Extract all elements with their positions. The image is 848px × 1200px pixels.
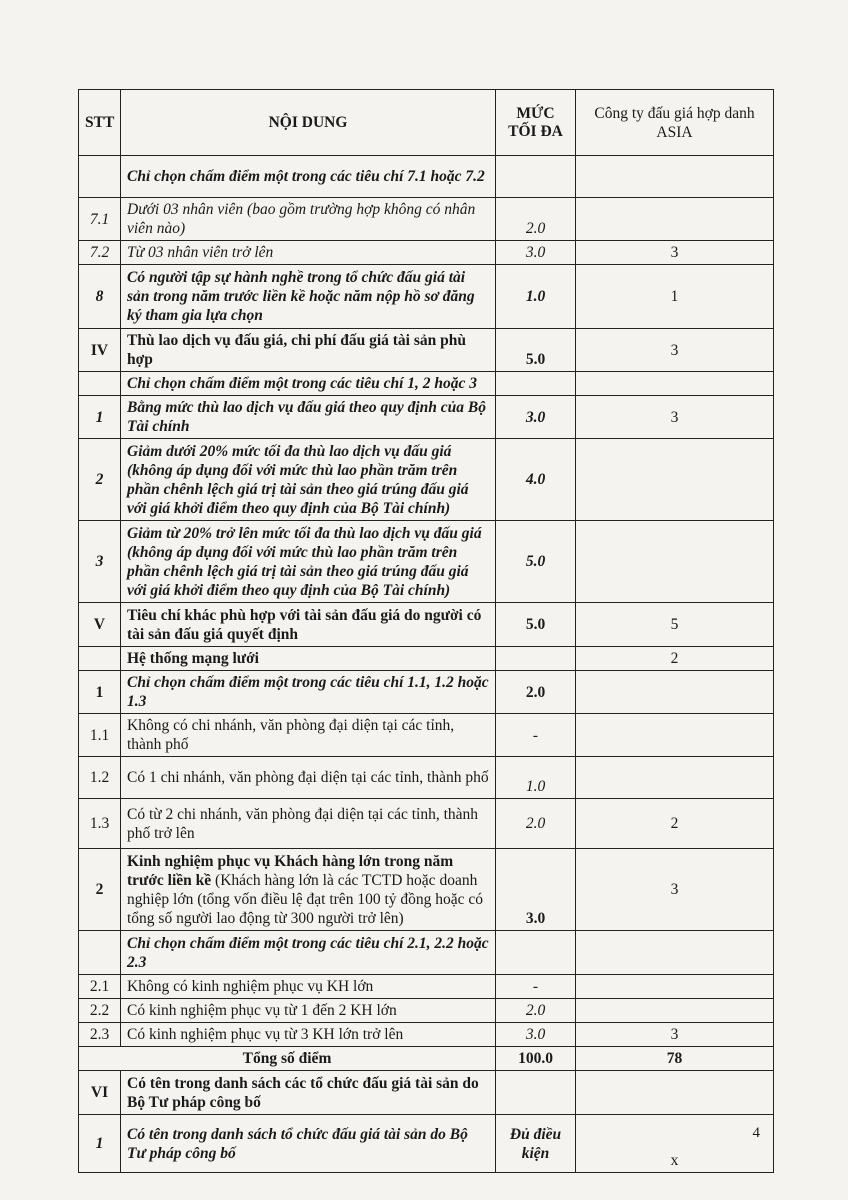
row-max: 2.0 [496, 198, 576, 241]
total-max: 100.0 [496, 1047, 576, 1071]
row-score [576, 372, 774, 396]
row-content: Dưới 03 nhân viên (bao gồm trường hợp không có nhân viên nào) [121, 198, 496, 241]
row-score: 5 [576, 603, 774, 647]
table-row [79, 931, 774, 975]
row-content: Có 1 chi nhánh, văn phòng đại diện tại các tỉnh, thành phố [121, 757, 496, 799]
row-content: Không có chi nhánh, văn phòng đại diện tại các tỉnh, thành phố [121, 714, 496, 757]
row-content: Có từ 2 chi nhánh, văn phòng đại diện tại các tỉnh, thành phố trở lên [121, 799, 496, 849]
table-row [79, 198, 774, 241]
row-stt: 2.3 [79, 1023, 121, 1047]
row-max [496, 647, 576, 671]
row-content [121, 849, 496, 931]
row-max: 3.0 [496, 1023, 576, 1047]
row-stt [79, 647, 121, 671]
row-content: Giảm dưới 20% mức tối đa thù lao dịch vụ đấu giá (không áp dụng đối với mức thù lao phần trăm trên phần chênh lệch giá trị tài sản theo giá trúng đấu giá với giá khởi điểm theo quy định của Bộ Tài chính) [121, 439, 496, 521]
table-row [79, 647, 774, 671]
row-content-rest: (Khách hàng lớn là các TCTD hoặc doanh nghiệp lớn (tổng vốn điều lệ đạt trên 100 tỷ đồng hoặc có tổng số người lao động từ 300 người trở lên) [127, 871, 484, 927]
row-max [496, 156, 576, 198]
table-row [79, 521, 774, 603]
row-content: Chỉ chọn chấm điểm một trong các tiêu chí 2.1, 2.2 hoặc 2.3 [121, 931, 496, 975]
row-score: 3 [576, 241, 774, 265]
row-stt: 2.2 [79, 999, 121, 1023]
row-max: 1.0 [496, 757, 576, 799]
table-row [79, 999, 774, 1023]
row-score: 3 [576, 1023, 774, 1047]
row-max: 5.0 [496, 329, 576, 372]
table-row [79, 156, 774, 198]
row-stt: V [79, 603, 121, 647]
table-row [79, 975, 774, 999]
row-max: - [496, 975, 576, 999]
total-row [79, 1047, 774, 1071]
row-max: 2.0 [496, 999, 576, 1023]
row-max: 1.0 [496, 265, 576, 329]
row-max: 5.0 [496, 521, 576, 603]
table-row [79, 372, 774, 396]
header-max-line2: TỐI ĐA [508, 122, 563, 140]
row-max: 4.0 [496, 439, 576, 521]
total-label: Tổng số điểm [79, 1047, 496, 1071]
row-score [576, 757, 774, 799]
row-stt: 1 [79, 671, 121, 714]
row-stt [79, 931, 121, 975]
row-content: Có người tập sự hành nghề trong tổ chức đấu giá tài sản trong năm trước liền kề hoặc năm nộp hồ sơ đăng ký tham gia lựa chọn [121, 265, 496, 329]
row-stt: 1.1 [79, 714, 121, 757]
row-score [576, 975, 774, 999]
row-max: 2.0 [496, 671, 576, 714]
row-stt: 2 [79, 439, 121, 521]
row-stt: 3 [79, 521, 121, 603]
row-stt: 2 [79, 849, 121, 931]
row-max: 3.0 [496, 849, 576, 931]
row-content: Tiêu chí khác phù hợp với tài sản đấu giá do người có tài sản đấu giá quyết định [121, 603, 496, 647]
row-stt: 1.3 [79, 799, 121, 849]
row-content: Có tên trong danh sách các tổ chức đấu giá tài sản do Bộ Tư pháp công bố [121, 1071, 496, 1115]
row-content-bold: Kinh nghiệm phục vụ Khách hàng lớn trong năm trước liền kề [127, 852, 454, 889]
row-score: 2 [576, 799, 774, 849]
row-content: Giảm từ 20% trở lên mức tối đa thù lao dịch vụ đấu giá (không áp dụng đối với mức thù lao phần trăm trên phần chênh lệch giá trị tài sản theo giá trúng đấu giá với giá khởi điểm theo quy định của Bộ Tài chính) [121, 521, 496, 603]
table-row [79, 849, 774, 931]
table-row [79, 1023, 774, 1047]
row-content: Chỉ chọn chấm điểm một trong các tiêu chí 1, 2 hoặc 3 [121, 372, 496, 396]
row-score [576, 931, 774, 975]
row-content: Hệ thống mạng lưới [121, 647, 496, 671]
row-stt: 1 [79, 1115, 121, 1173]
row-score [576, 156, 774, 198]
row-score [576, 198, 774, 241]
row-max: - [496, 714, 576, 757]
row-content: Không có kinh nghiệm phục vụ KH lớn [121, 975, 496, 999]
row-content: Chỉ chọn chấm điểm một trong các tiêu chí 7.1 hoặc 7.2 [121, 156, 496, 198]
row-stt [79, 372, 121, 396]
row-stt: IV [79, 329, 121, 372]
page-number: 4 [752, 1125, 760, 1141]
row-score [576, 714, 774, 757]
row-content: Có kinh nghiệm phục vụ từ 1 đến 2 KH lớn [121, 999, 496, 1023]
row-score: 3 [576, 396, 774, 439]
table-row [79, 714, 774, 757]
row-score: 1 [576, 265, 774, 329]
header-company-line2: ASIA [656, 123, 693, 141]
row-stt [79, 156, 121, 198]
row-content: Chỉ chọn chấm điểm một trong các tiêu chí 1.1, 1.2 hoặc 1.3 [121, 671, 496, 714]
row-max [496, 931, 576, 975]
table-row [79, 241, 774, 265]
header-stt: STT [79, 90, 121, 156]
row-max: 3.0 [496, 241, 576, 265]
row-stt: VI [79, 1071, 121, 1115]
row-score [576, 1071, 774, 1115]
header-max-line1: MỨC [516, 104, 555, 122]
row-max: 5.0 [496, 603, 576, 647]
row-max [496, 1071, 576, 1115]
row-content: Có kinh nghiệm phục vụ từ 3 KH lớn trở lên [121, 1023, 496, 1047]
row-stt: 7.2 [79, 241, 121, 265]
table-row [79, 396, 774, 439]
row-max: 2.0 [496, 799, 576, 849]
header-content: NỘI DUNG [121, 90, 496, 156]
row-stt: 7.1 [79, 198, 121, 241]
total-score: 78 [576, 1047, 774, 1071]
row-stt: 8 [79, 265, 121, 329]
row-content: Có tên trong danh sách tổ chức đấu giá tài sản do Bộ Tư pháp công bố [121, 1115, 496, 1173]
row-score: 3 [576, 329, 774, 372]
row-score [576, 999, 774, 1023]
table-row [79, 329, 774, 372]
row-stt: 1 [79, 396, 121, 439]
row-stt: 1.2 [79, 757, 121, 799]
row-max: Đủ điều kiện [496, 1115, 576, 1173]
scoring-table [78, 89, 774, 1173]
table-row [79, 671, 774, 714]
row-score [576, 439, 774, 521]
row-content: Bằng mức thù lao dịch vụ đấu giá theo quy định của Bộ Tài chính [121, 396, 496, 439]
row-content: Thù lao dịch vụ đấu giá, chi phí đấu giá tài sản phù hợp [121, 329, 496, 372]
table-row [79, 1115, 774, 1173]
table-row [79, 603, 774, 647]
table-header-row [79, 90, 774, 156]
row-content: Từ 03 nhân viên trở lên [121, 241, 496, 265]
row-max: 3.0 [496, 396, 576, 439]
row-score: x [576, 1115, 774, 1173]
header-max [496, 90, 576, 156]
row-stt: 2.1 [79, 975, 121, 999]
row-score [576, 521, 774, 603]
table-row [79, 439, 774, 521]
table-row [79, 799, 774, 849]
row-score [576, 671, 774, 714]
row-score: 2 [576, 647, 774, 671]
header-company-line1: Công ty đấu giá hợp danh [594, 104, 755, 122]
row-score: 3 [576, 849, 774, 931]
table-row [79, 1071, 774, 1115]
table-row [79, 265, 774, 329]
row-max [496, 372, 576, 396]
table-row [79, 757, 774, 799]
header-company [576, 90, 774, 156]
